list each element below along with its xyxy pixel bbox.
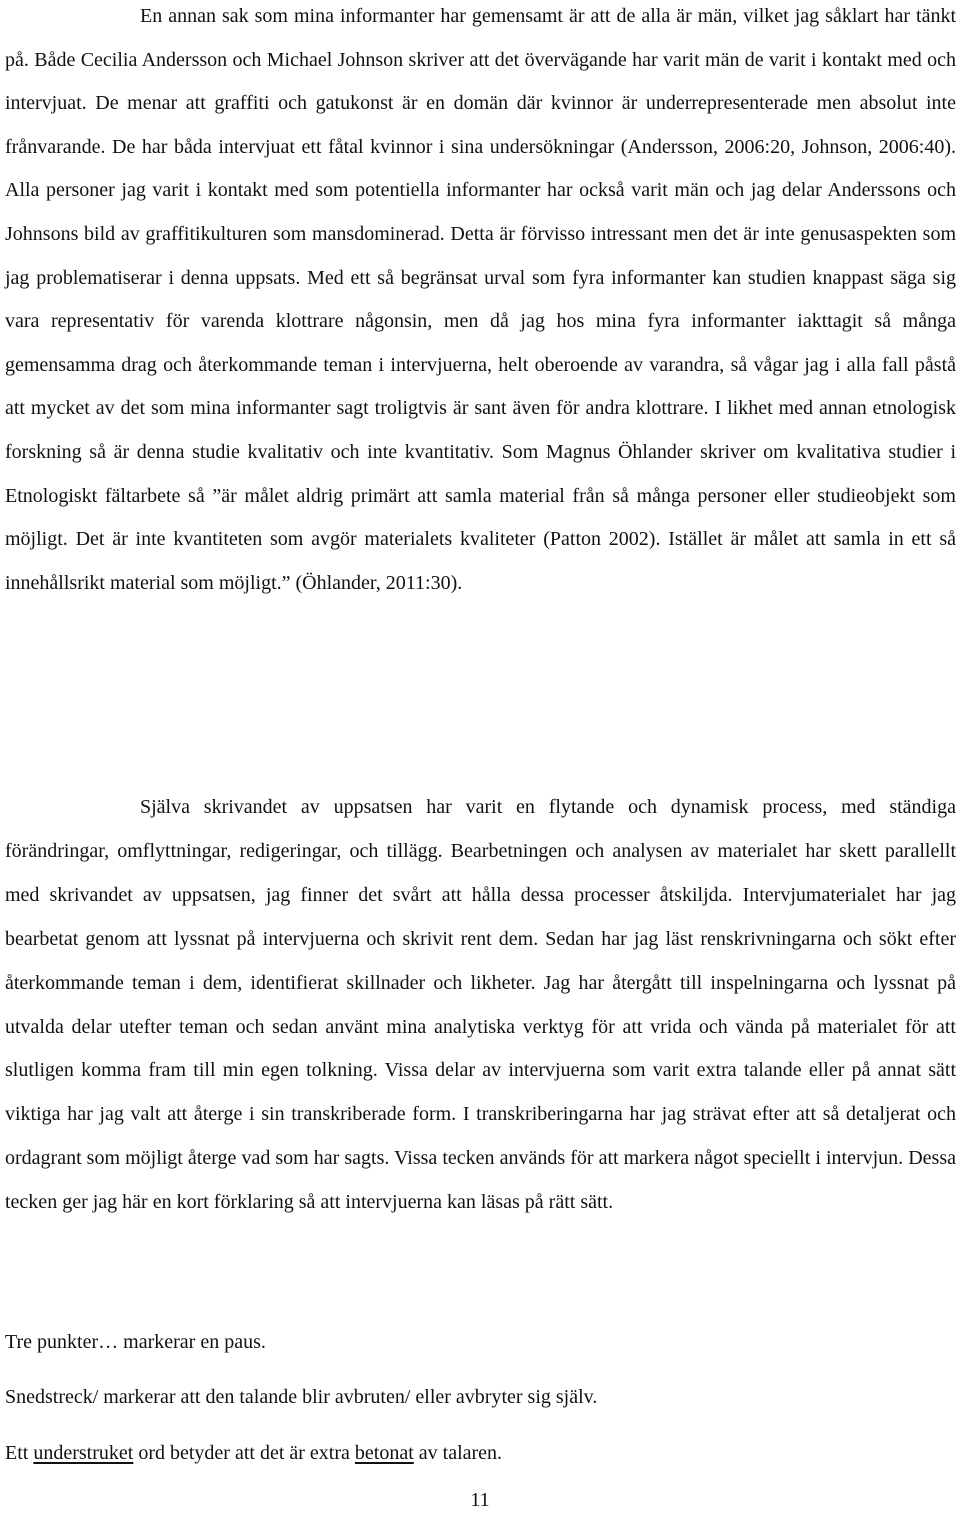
notation-underline-after: av talaren. [413,1442,503,1464]
notation-underline-before: Ett [5,1442,34,1464]
underlined-word-emphasis: betonat [354,1442,414,1464]
paragraph-informants: En annan sak som mina informanter har gemensamt är att de alla är män, vilket jag såklart har tänkt på. Både Cecilia Andersson och Michael Johnson skriver att det övervägande har varit män de varit i kontakt med och intervjuat. De menar att graffiti och gatukonst är en domän där kvinnor är underrepresenterade men absolut inte frånvarande. De har båda intervjuat ett fåtal kvinnor i sina undersökningar (Andersson, 2006:20, Johnson, 2006:40). Alla personer jag varit i kontakt med som potentiella informanter har också varit män och jag delar Anderssons och Johnsons bild av graffitikulturen som mansdominerad. Detta är förvisso intressant men det är inte genusaspekten som jag problematiserar i denna uppsats. Med ett så begränsat urval som fyra informanter kan studien knappast säga sig vara representativ för varenda klottrare någonsin, men då jag hos mina fyra informanter iakttagit så många gemensamma drag och återkommande teman i intervjuerna, helt oberoende av varandra, så vågar jag i alla fall påstå att mycket av det som mina informanter sagt troligtvis är sant även för andra klottrare. I likhet med annan etnologisk forskning så är denna studie kvalitativ och inte kvantitativ. Som Magnus Öhlander skriver om kvalitativa studier i Etnologiskt fältarbete så ”är målet aldrig primärt att samla material från så många personer eller studieobjekt som möjligt. Det är inte kvantiteten som avgör materialets kvaliteter (Patton 2002). Istället är målet att samla in ett så innehållsrikt material som möjligt.” (Öhlander, 2011:30). [5,5,956,594]
notation-pause-line: Tre punkter… markerar en paus. [5,1331,266,1353]
paragraph-writing-process: Själva skrivandet av uppsatsen har varit en flytande och dynamisk process, med ständiga förändringar, omflyttningar, redigeringar, och tillägg. Bearbetningen och analysen av materialet har skett parallellt med skrivandet av uppsatsen, jag finner det svårt att hålla dessa processer åtskiljda. Intervjumaterialet har jag bearbetat genom att lyssnat på intervjuerna och skrivit rent dem. Sedan har jag läst renskrivningarna och sökt efter återkommande teman i dem, identifierat skillnader och likheter. Jag har återgått till inspelningarna och lyssnat på utvalda delar utefter teman och sedan använt mina analytiska verktyg för att vrida och vända på materialet för att slutligen komma fram till min egen tolkning. Vissa delar av intervjuerna som varit extra talande eller på annat sätt viktiga har jag valt att återge i sin transkriberade form. I transkriberingarna har jag strävat efter att så detaljerat och ordagrant som möjligt återge vad som har sagts. Vissa tecken används för att markera något speciellt i intervjun. Dessa tecken ger jag här en kort förklaring så att intervjuerna kan läsas på rätt sätt. [5,796,956,1214]
notation-slash-line: Snedstreck/ markerar att den talande blir avbruten/ eller avbryter sig själv. [5,1386,598,1408]
notation-underline-line [5,1438,502,1468]
underlined-word-example: understruket [33,1442,134,1464]
page-number: 11 [470,1489,490,1511]
notation-underline-middle: ord betyder att det är extra [133,1442,355,1464]
